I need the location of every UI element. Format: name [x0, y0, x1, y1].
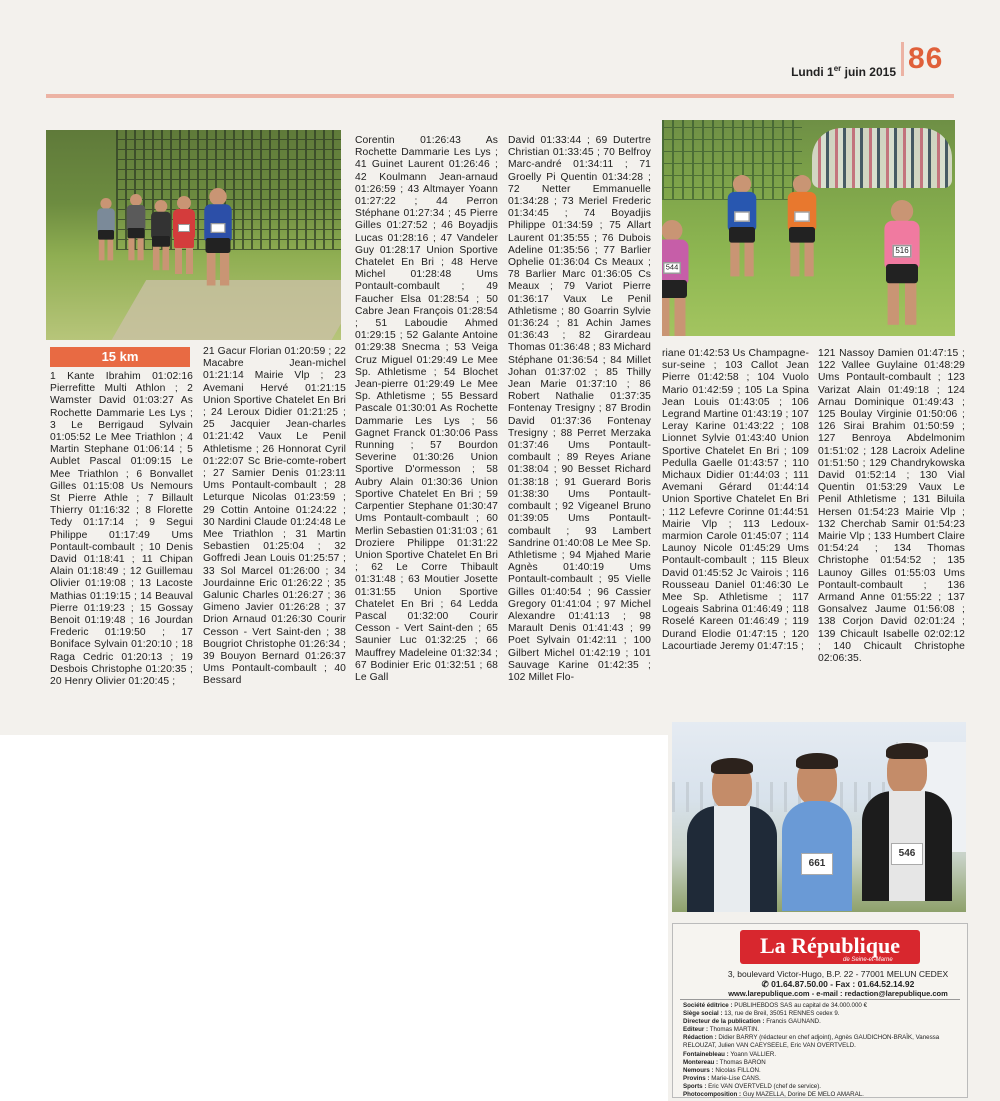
- results-column-6: 121 Nassoy Damien 01:47:15 ; 122 Vallee Guylaine 01:48:29 Ums Pontault-combault ; 123 Varizat Alain 01:49:18 ; 124 Arnau Dominique 01:49:43 ; 125 Boulay Virginie 01:50:06 ; 126 Sirai Brahim 01:50:59 ; 127 Benroya Abdelmonim 01:51:02 ; 128 Lacroix Adeline 01:51:50 ; 129 Chandrykowska David 01:52:14 ; 130 Vial Quentin 01:53:29 Vaux Le Penil Athletisme ; 131 Biluila Hersen 01:54:23 Mairie Vlp ; 132 Cherchab Samir 01:54:23 Mairie Vlp ; 133 Humbert Claire 01:54:24 ; 134 Thomas Christophe 01:54:52 ; 135 Launoy Gilles 01:55:03 Ums Pontault-combault ; 136 Armand Anne 01:55:22 ; 137 Gonsalvez Jaume 01:56:08 ; 138 Corjon David 02:01:24 ; 139 Chicault Isabelle 02:02:12 ; 140 Chicault Christophe 02:06:35.: [818, 348, 965, 665]
- photo-podium: [672, 722, 966, 912]
- trail: [106, 280, 341, 340]
- bleed-through-heading: [30, 22, 330, 77]
- results-column-2: 21 Gacur Florian 01:20:59 ; 22 Macabre Jean-michel 01:21:14 Mairie Vlp ; 23 Avemani Hervé 01:21:15 Union Sportive Chatelet En Bri ; 24 Leroux Didier 01:21:25 ; 25 Jacquier Jean-charles 01:21:42 Vaux Le Penil Athletisme ; 26 Honnorat Cyril 01:22:07 Sc Brie-comte-robert ; 27 Samier Denis 01:23:11 Ums Pontault-combault ; 28 Leturque Nicolas 01:23:59 ; 29 Cottin Antoine 01:24:22 ; 30 Nardini Claude 01:24:48 Le Mee Triathlon ; 31 Martin Sebastien 01:25:04 ; 32 Goffredi Jean Louis 01:25:57 ; 33 Sol Marcel 01:26:00 ; 34 Jourdainne Eric 01:26:22 ; 35 Galunic Charles 01:26:27 ; 36 Gimeno Javier 01:26:28 ; 37 Drion Arnaud 01:26:30 Courir Cesson - Vert Saint-den ; 38 Bougriot Christophe 01:26:34 ; 39 Bouyon Bernard 01:26:37 Ums Pontault-combault ; 40 Bessard: [203, 346, 346, 687]
- results-column-4: David 01:33:44 ; 69 Dutertre Christian 01:33:45 ; 70 Belfroy Marc-andré 01:34:11 ; 71 Groelly Pi Quentin 01:34:28 ; 72 Netter Emmanuelle 01:34:28 ; 73 Meriel Frederic 01:34:45 ; 74 Boyadjis Philippe 01:34:59 ; 75 Allart Laurent 01:35:55 ; 76 Dubois Adeline 01:35:56 ; 77 Barlier Ophelie 01:36:04 Cs Meaux ; 78 Barlier Marc 01:36:05 Cs Meaux ; 79 Variot Pierre 01:36:17 Vaux Le Penil Athletisme ; 80 Goarrin Sylvie 01:36:24 ; 81 Achin James 01:36:43 ; 82 Girardeau Thomas 01:36:48 ; 83 Michard Stéphane 01:36:54 ; 84 Millet Johan 01:37:02 ; 85 Thilly Jean Marie 01:37:10 ; 86 Robert Nathalie 01:37:35 Fontenay Tresigny ; 87 Brodin David 01:37:36 Fontenay Tresigny ; 88 Perret Merzaka 01:37:46 Ums Pontault-combault ; 89 Reyes Ariane 01:38:04 ; 90 Besset Richard 01:38:18 ; 91 Guerard Boris 01:38:30 Ums Pontault-combault ; 92 Vigeanel Bruno 01:39:05 Ums Pontault-combault ; 93 Lambert Sandrine 01:40:08 Le Mee Sp. Athletisme ; 94 Mjahed Marie Agnès 01:40:19 Ums Pontault-combault ; 95 Vielle Gilles 01:40:54 ; 96 Cassier Gregory 01:41:04 ; 97 Michel Alexandre 01:41:13 ; 98 Marault Denis 01:41:43 ; 99 Poet Sylvain 01:42:11 ; 100 Gilbert Michel 01:42:19 ; 101 Sauvage Karine 01:42:35 ; 102 Millet Flo-: [508, 135, 651, 683]
- credit-line: Société éditrice : PUBLIHEBDOS SAS au capital de 34.000.000 €: [683, 1002, 868, 1009]
- masthead-credits: [683, 1002, 963, 1099]
- masthead-rule: [680, 999, 960, 1000]
- newspaper-logo: La République: [740, 930, 920, 964]
- credit-line: Nemours : Nicolas FILLON.: [683, 1066, 761, 1074]
- bib-number: 546: [891, 843, 923, 865]
- page-number: 86: [908, 42, 944, 75]
- credit-line: Montereau : Thomas BARON: [683, 1058, 766, 1066]
- runner-crowd: [812, 128, 952, 188]
- newspaper-logo-subtitle: de Seine-et-Marne: [843, 957, 893, 963]
- credit-line: Rédaction : Didier BARRY (rédacteur en chef adjoint), Agnès GAUDICHON-BRAÏK, Vanessa RELOUZAT, Julien VAN CAEYSEELE, Eric VAN OVERTVELD.: [683, 1034, 940, 1050]
- credit-line: Siège social : 13, rue de Breil, 35051 RENNES cedex 9.: [683, 1010, 840, 1018]
- credit-line: Provins : Marie-Lise CANS.: [683, 1074, 761, 1082]
- page-number-separator: [901, 42, 904, 76]
- bib-number: 661: [801, 853, 833, 875]
- credit-line: Fontainebleau : Yoann VALLIER.: [683, 1050, 777, 1058]
- masthead-address: 3, boulevard Victor-Hugo, B.P. 22 - 77001 MELUN CEDEX: [727, 969, 949, 979]
- fence: [662, 120, 802, 200]
- page-date: Lundi 1er juin 2015: [791, 64, 896, 79]
- photo-runners-path: [46, 130, 341, 340]
- credit-line: Editeur : Thomas MARTIN.: [683, 1026, 760, 1034]
- credit-line: Sports : Eric VAN OVERTVELD (chef de service).: [683, 1082, 822, 1090]
- results-column-1: 1 Kante Ibrahim 01:02:16 Pierrefitte Multi Athlon ; 2 Wamster David 01:03:27 As Rochette Dammarie Les Lys ; 3 Le Berrigaud Sylvain 01:05:52 Le Mee Triathlon ; 4 Martin Stephane 01:06:14 ; 5 Aublet Pascal 01:09:15 Le Mee Triathlon ; 6 Bonvallet Gilles 01:15:08 Us Nemours St Pierre Athle ; 7 Billault Thierry 01:16:32 ; 8 Florette Tedy 01:17:14 ; 9 Segui Philippe 01:17:49 Ums Pontault-combault ; 10 Denis David 01:18:41 ; 11 Chipan Alain 01:18:49 ; 12 Guillemau Olivier 01:19:08 ; 13 Lacoste Mathias 01:19:15 ; 14 Beauval Pierre 01:19:23 ; 15 Gossay Benoit 01:19:48 ; 16 Jourdan Frederic 01:19:50 ; 17 Boniface Sylvain 01:20:10 ; 18 Raga Cedric 01:20:13 ; 19 Desbois Christophe 01:20:35 ; 20 Henry Olivier 01:20:45 ;: [50, 371, 193, 688]
- bib-number: 516: [892, 245, 911, 258]
- section-label-15km: 15 km: [50, 347, 190, 367]
- results-column-3: Corentin 01:26:43 As Rochette Dammarie Les Lys ; 41 Guinet Laurent 01:26:46 ; 42 Koulmann Jean-arnaud 01:26:59 ; 43 Altmayer Yoann 01:27:22 ; 44 Perron Stéphane 01:27:34 ; 45 Pierre Gilles 01:27:52 ; 46 Boyadjis Lucas 01:28:16 ; 47 Vandeler Guy 01:28:17 Union Sportive Chatelet En Bri ; 48 Herve Michel 01:28:48 Ums Pontault-combault ; 49 Faucher Elsa 01:28:54 ; 50 Cabre Jean François 01:28:54 ; 51 Laboudie Ahmed 01:29:15 ; 52 Galante Antoine 01:29:38 Snecma ; 53 Veiga Cruz Miguel 01:29:49 Le Mee Sp. Athletisme ; 54 Blochet Jean-pierre 01:29:49 Le Mee Sp. Athletisme ; 55 Bessard Pascale 01:30:01 As Rochette Dammarie Les Lys ; 56 Gagnet Franck 01:30:06 Pass Running ; 57 Bourdon Severine 01:30:26 Union Sportive D'ormesson ; 58 Aubry Alain 01:30:36 Union Sportive Chatelet En Bri ; 59 Carpentier Stephane 01:30:47 Ums Pontault-combault ; 60 Merlin Sebastien 01:31:03 ; 61 Droziere Philippe 01:31:22 Union Sportive Chatelet En Bri ; 62 Le Corre Thibault 01:31:48 ; 63 Moutier Josette 01:31:55 Union Sportive Chatelet En Bri ; 64 Ledda Pascal 01:32:00 Courir Cesson - Vert Saint-den ; 65 Saunier Luc 01:32:25 ; 66 Mauffrey Madeleine 01:32:34 ; 67 Bodinier Eric 01:32:51 ; 68 Le Gall: [355, 135, 498, 683]
- results-column-5: riane 01:42:53 Us Champagne-sur-seine ; 103 Callot Jean Pierre 01:42:58 ; 104 Vuolo Mario 01:42:59 ; 105 La Spina Jean Louis 01:43:05 ; 106 Legrand Martine 01:43:19 ; 107 Leray Karine 01:43:22 ; 108 Lionnet Sylvie 01:43:40 Union Sportive Chatelet En Bri ; 109 Pedulla Gaelle 01:43:57 ; 110 Michaux Didier 01:44:03 ; 111 Avemani Gérard 01:44:14 Union Sportive Chatelet En Bri ; 112 Lefevre Corinne 01:44:51 Mairie Vlp ; 113 Ledoux-marmion Carole 01:45:07 ; 114 Launoy Nicole 01:45:29 Ums Pontault-combault ; 115 Bleux David 01:45:52 Jc Vairois ; 116 Rousseau Daniel 01:46:30 Le Mee Sp. Athletisme ; 117 Logeais Sabrina 01:46:49 ; 118 Roselé Kareen 01:46:49 ; 119 Durand Elodie 01:47:15 ; 120 Lacourtiade Jeremy 01:47:15 ;: [662, 348, 809, 652]
- photo-runners-field: [662, 120, 955, 336]
- masthead-phone: ✆ 01.64.87.50.00 - Fax : 01.64.52.14.92: [761, 979, 915, 989]
- credit-line: Directeur de la publication : Francis GAUNAND.: [683, 1018, 821, 1026]
- masthead-web: www.larepublique.com - e-mail : redaction@larepublique.com: [728, 989, 948, 998]
- bib-number: 544: [663, 262, 681, 274]
- header-rule: [46, 94, 954, 98]
- athlete-right: [852, 747, 962, 912]
- credit-line: Photocomposition : Guy MAZELLA, Dorine DE MELO AMARAL.: [683, 1091, 864, 1099]
